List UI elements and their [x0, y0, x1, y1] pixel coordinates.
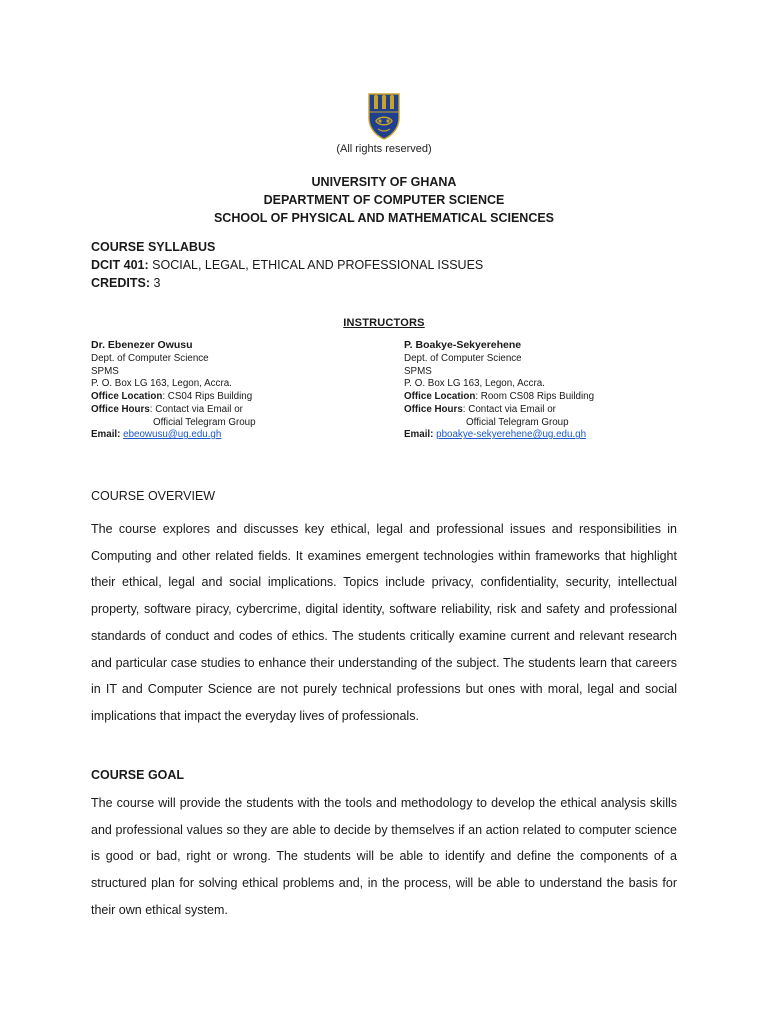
instructor-office-location [91, 391, 256, 404]
school-name: SCHOOL OF PHYSICAL AND MATHEMATICAL SCIENCES [213, 211, 555, 225]
instructor-office-location [404, 391, 594, 404]
course-code: DCIT 401: [91, 258, 149, 272]
instructor-email-line [91, 429, 256, 442]
instructor-address: P. O. Box LG 163, Legon, Accra. [404, 378, 545, 390]
course-goal-text: The course will provide the students with the tools and methodology to develop the ethical analysis skills and professional values so they are able to decide by themselves if an action related to computer science is good or bad, right or wrong. The students will be able to identify and define the components of a structured plan for solving ethical problems and, in the process, will be able to understand the basis for their own ethical system. [91, 796, 677, 917]
instructor-email-link[interactable]: pboakye-sekyerehene@ug.edu.gh [436, 429, 587, 441]
credits-line [91, 274, 483, 292]
office-hours-label: Office Hours [91, 403, 150, 415]
university-name: UNIVERSITY OF GHANA [311, 175, 457, 189]
office-hours-continued: Official Telegram Group [153, 416, 256, 428]
course-goal-heading: COURSE GOAL [91, 768, 185, 782]
university-crest-icon [366, 92, 402, 140]
course-title: SOCIAL, LEGAL, ETHICAL AND PROFESSIONAL ISSUES [148, 258, 484, 272]
email-label: Email: [404, 429, 434, 441]
instructor-address: P. O. Box LG 163, Legon, Accra. [91, 378, 232, 390]
instructor-unit: SPMS [91, 365, 119, 377]
office-hours-value: : Contact via Email or [462, 403, 556, 415]
email-label: Email: [91, 429, 121, 441]
office-location-label: Office Location [91, 391, 163, 403]
instructor-dept: Dept. of Computer Science [404, 353, 522, 364]
instructor-name: P. Boakye-Sekyerehene [404, 339, 522, 351]
office-location-value: : CS04 Rips Building [162, 391, 253, 403]
office-hours-continued: Official Telegram Group [466, 416, 569, 428]
course-overview-text: The course explores and discusses key ethical, legal and professional issues and responsibilities in Computing and other related fields. It examines emergent technologies within frameworks that highlight their ethical, legal and social implications. Topics include privacy, confidentiality, security, intellectual property, software piracy, cybercrime, digital identity, software reliability, risk and safety and professional standards of conduct and codes of ethics. The students critically examine current and relevant research and particular case studies to enhance their understanding of the subject. The students learn that careers in IT and Computer Science are not purely technical professions but ones with moral, legal and social implications that impact the everyday lives of professionals. [91, 522, 677, 723]
instructor-office-hours [91, 404, 256, 417]
instructor-office-hours [404, 404, 594, 417]
instructor-unit: SPMS [404, 365, 432, 377]
instructors-heading: INSTRUCTORS [343, 317, 425, 329]
instructor-card [404, 338, 594, 442]
institution-header [0, 173, 768, 227]
course-info [91, 238, 483, 292]
office-location-value: : Room CS08 Rips Building [475, 391, 595, 403]
office-hours-label: Office Hours [404, 403, 463, 415]
office-location-label: Office Location [404, 391, 476, 403]
department-name: DEPARTMENT OF COMPUTER SCIENCE [263, 193, 505, 207]
credits-label: CREDITS: [91, 276, 151, 290]
instructor-name: Dr. Ebenezer Owusu [91, 339, 193, 351]
course-overview-heading: COURSE OVERVIEW [91, 489, 216, 503]
instructor-email-link[interactable]: ebeowusu@ug.edu.gh [123, 429, 222, 441]
course-title-line [91, 256, 483, 274]
instructor-email-line [404, 429, 594, 442]
credits-value: 3 [150, 276, 161, 290]
rights-reserved-note: (All rights reserved) [336, 143, 432, 155]
office-hours-value: : Contact via Email or [149, 403, 243, 415]
instructor-card [91, 338, 256, 442]
syllabus-label: COURSE SYLLABUS [91, 240, 216, 254]
instructor-dept: Dept. of Computer Science [91, 353, 209, 364]
